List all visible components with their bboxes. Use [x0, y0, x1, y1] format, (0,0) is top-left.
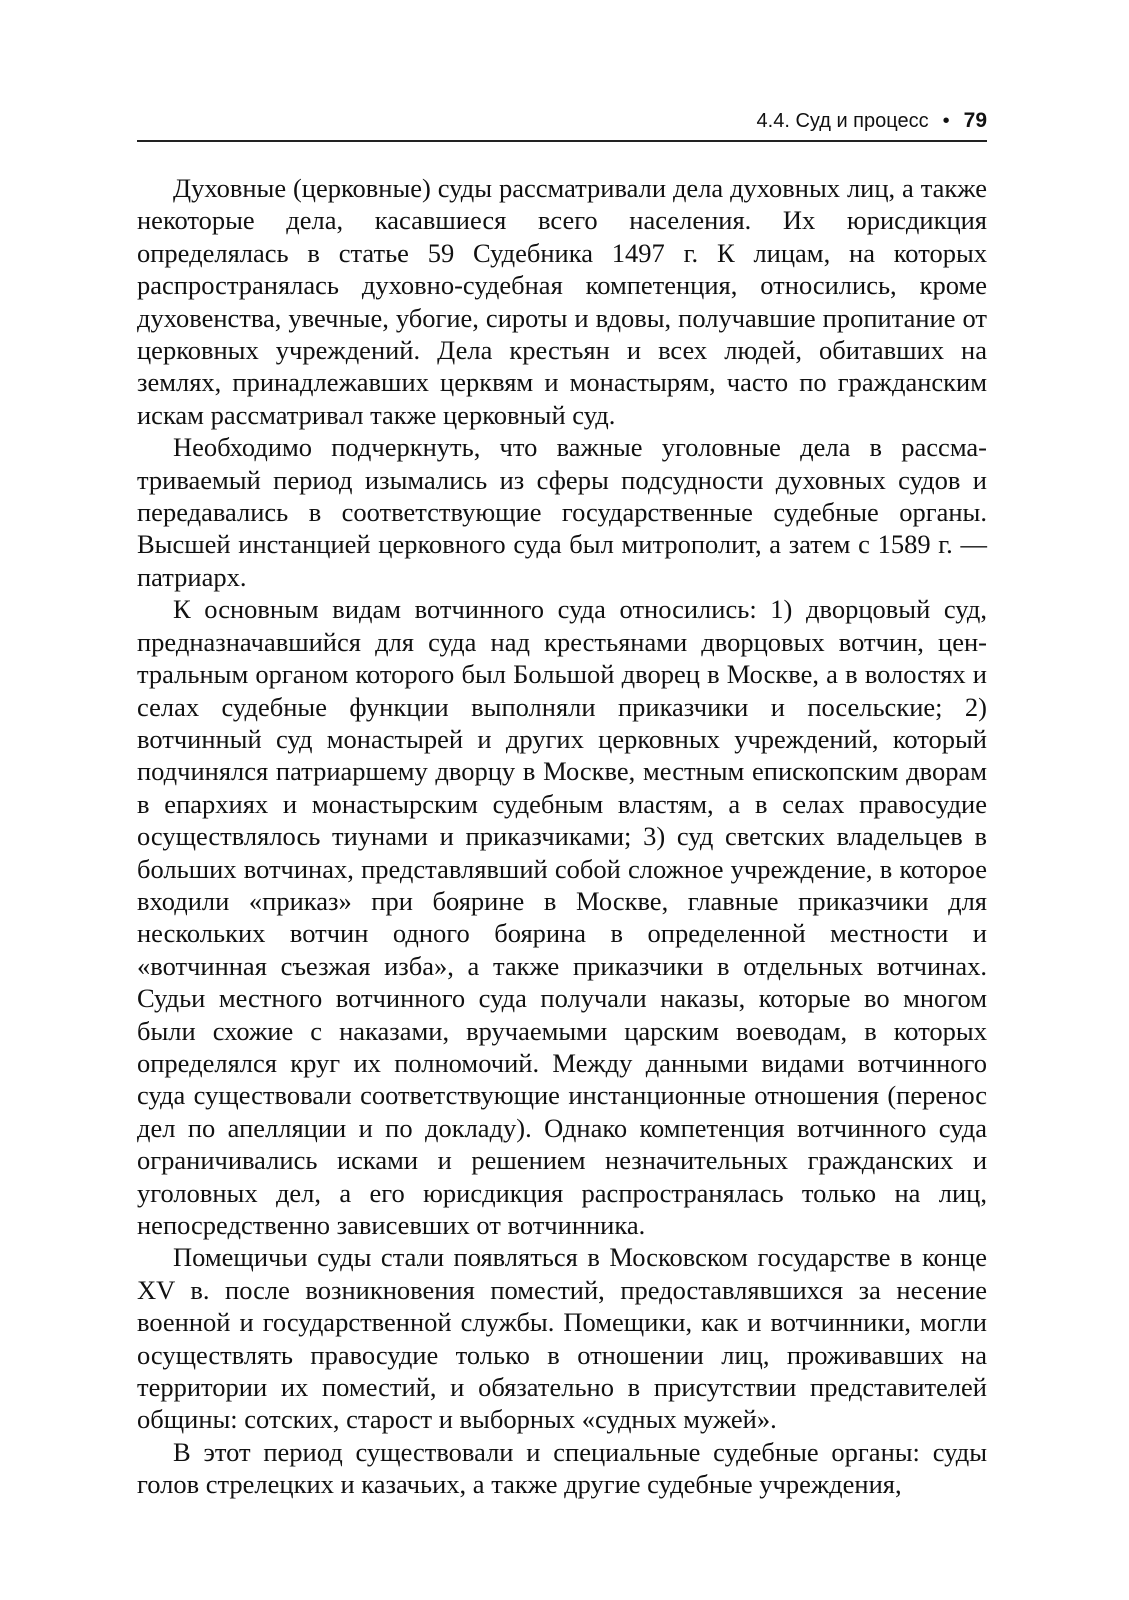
paragraph-landlord-courts: Помещичьи суды стали появляться в Московском государстве в конце XV в. после возникновения поместий, предоставлявшихся за несение военной и государственной службы. Помещики, как и вотчинники, могли осуществлять правосудие только в отношении лиц, проживавших на территории их поместий, и обязательно в присутствии представителей общины: сотских, старост и выборных «судных мужей».	[137, 1242, 987, 1435]
header-rule	[137, 140, 987, 142]
paragraph-patrimonial-courts: К основным видам вотчинного суда относились: 1) дворцовый суд, предназначавшийся для суда над крестьянами дворцовых вотчин, центральным органом которого был Большой дворец в Москве, а в волостях и селах судебные функции выполняли приказчики и посельские; 2) вотчинный суд монастырей и других церковных учреждений, который подчинялся патриаршему дворцу в Москве, местным епископским дворам в епархиях и монастырским судебным властям, а в селах правосудие осуществлялось тиунами и приказчиками; 3) суд светских владельцев в больших вотчинах, представлявший собой сложное учреждение, в которое входили «приказ» при боярине в Москве, главные приказчики для нескольких вотчин одного боярина в определенной местности и «вотчинная съезжая изба», а также приказчики в отдельных вотчинах. Судьи местного вотчинного суда получали наказы, которые во многом были схожие с наказами, вручаемыми царским воеводам, в которых определялся круг их полномочий. Между данными видами вотчинного суда существовали соответствующие инстанционные отношения (перенос дел по апелляции и по докладу). Однако компетенция вотчинного суда ограничивались исками и решением незначительных гражданских и уголовных дел, а его юрисдикция распространялась только на лиц, непосредственно зависевших от вотчинника.	[137, 594, 987, 1240]
paragraph-special-courts: В этот период существовали и специальные судебные органы: суды голов стрелецких и казачьих, а также другие судебные учреждения,	[137, 1436, 987, 1500]
bullet-separator: •	[942, 110, 950, 132]
paragraph-ecclesiastical-courts: Духовные (церковные) суды рассматривали дела духовных лиц, а также некоторые дела, касавшиеся всего населения. Их юрисдикция определялась в статье 59 Судебника 1497 г. К лицам, на которых распространялась духовно-судебная компетенция, относились, кроме духовенства, увечные, убогие, сироты и вдовы, получавшие пропитание от церковных учреждений. Дела крестьян и всех людей, обитавших на землях, принадлежавших церквям и монастырям, часто по гражданским искам рассматривал также церковный суд.	[137, 173, 987, 430]
body-text	[137, 172, 987, 1501]
running-head	[137, 106, 987, 136]
paragraph-criminal-cases: Необходимо подчеркнуть, что важные уголовные дела в рассматриваемый период изымались из сферы подсудности духовных судов и передавались в соответствующие государственные судебные органы. Высшей инстанцией церковного суда был митрополит, а затем с 1589 г. — патриарх.	[137, 432, 987, 592]
page-number: 79	[963, 109, 987, 132]
section-title: 4.4. Суд и процесс	[756, 110, 929, 132]
